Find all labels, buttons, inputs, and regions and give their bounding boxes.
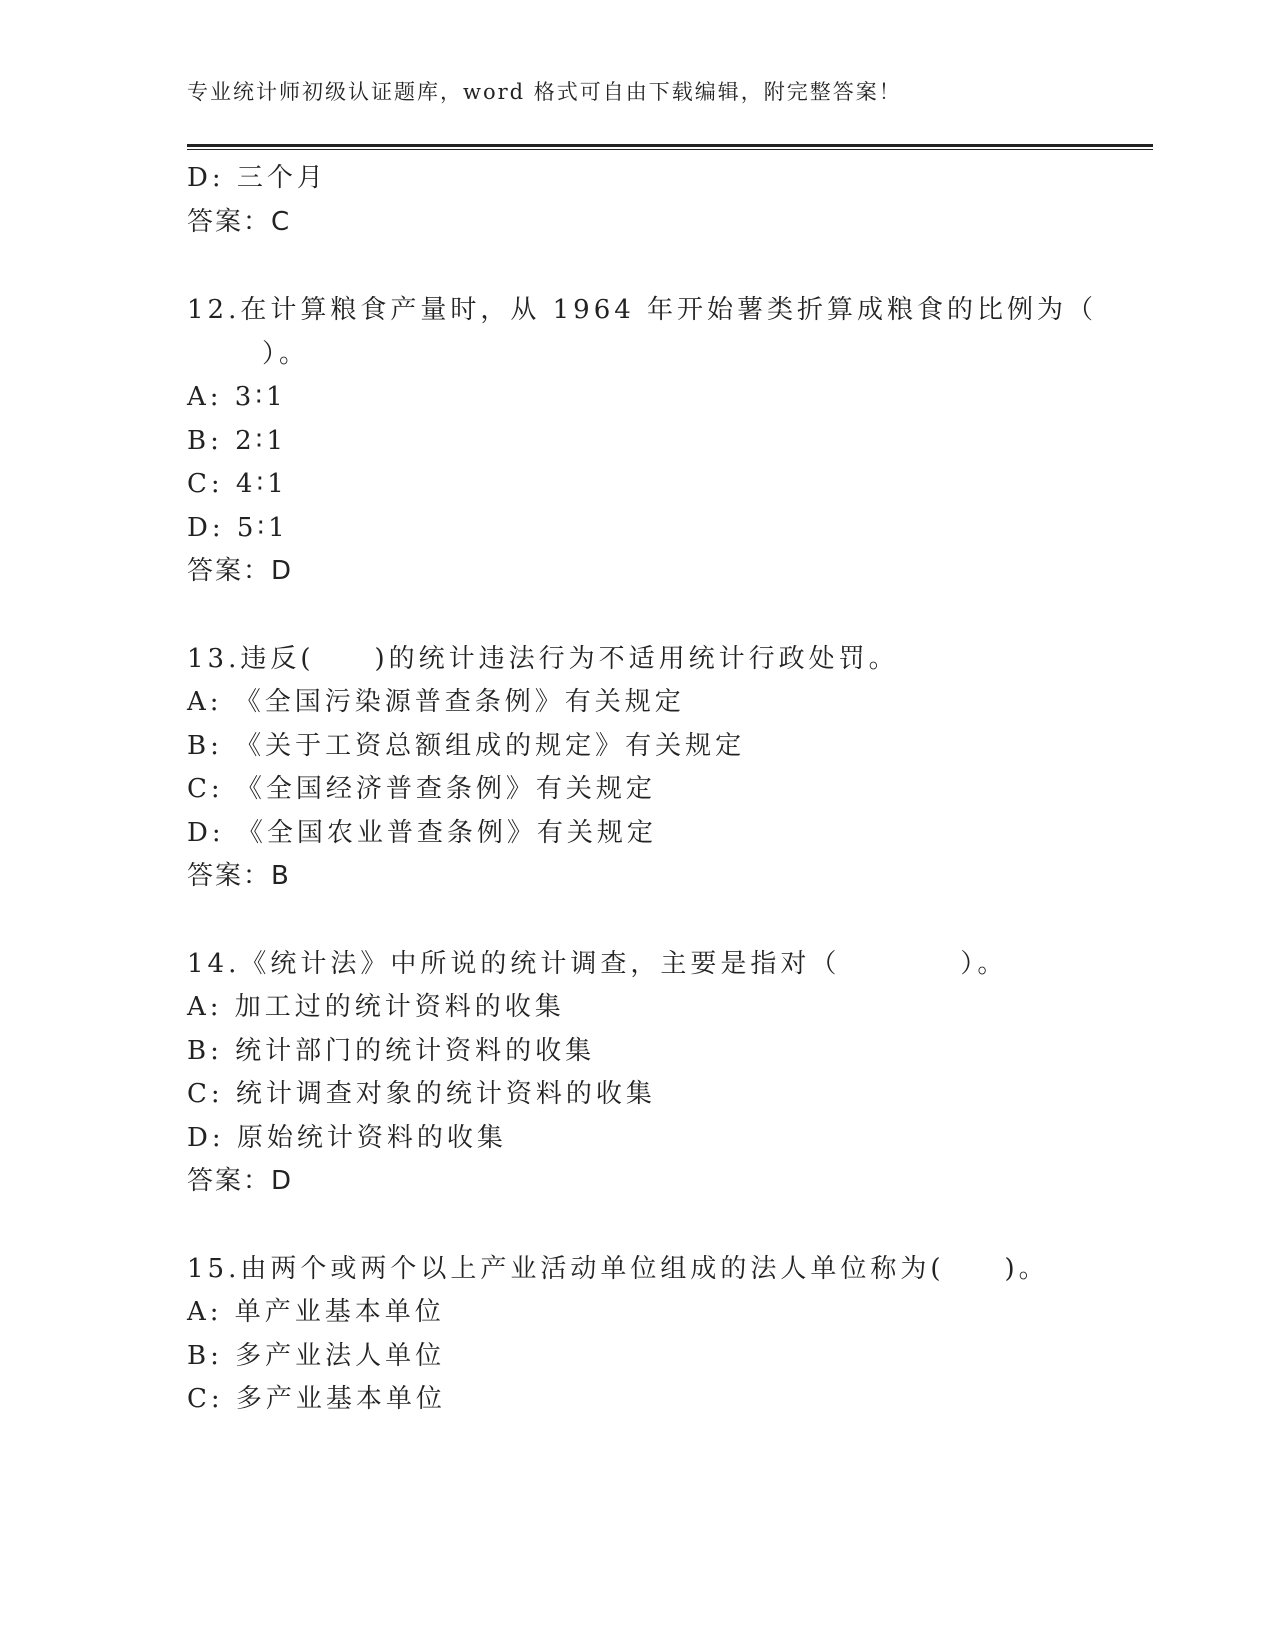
q12-option-c: C: 4∶1 (187, 469, 288, 499)
q15-stem: 15.由两个或两个以上产业活动单位组成的法人单位称为( )。 (187, 1254, 1049, 1284)
q14-answer: 答案：D (187, 1166, 294, 1196)
q12-stem: 12.在计算粮食产量时，从 1964 年开始薯类折算成粮食的比例为（ (187, 295, 1098, 325)
q12-option-a: A: 3∶1 (187, 382, 287, 412)
q12-stem-cont: ）。 (262, 339, 310, 369)
q13-answer: 答案：B (187, 861, 291, 891)
q15-option-b: B: 多产业法人单位 (187, 1341, 446, 1371)
q14-stem: 14.《统计法》中所说的统计调查，主要是指对（ ）。 (187, 949, 1008, 979)
q15-option-c: C: 多产业基本单位 (187, 1384, 446, 1414)
q14-option-a: A: 加工过的统计资料的收集 (187, 992, 565, 1022)
q12-option-b: B: 2∶1 (187, 426, 287, 456)
q13-option-a: A: 《全国污染源普查条例》有关规定 (187, 687, 685, 717)
q12-answer: 答案：D (187, 556, 294, 586)
q14-option-b: B: 统计部门的统计资料的收集 (187, 1036, 596, 1066)
prev-answer: 答案：C (187, 207, 292, 237)
q15-option-a: A: 单产业基本单位 (187, 1297, 445, 1327)
header-rule-thick (187, 144, 1153, 147)
q13-option-c: C: 《全国经济普查条例》有关规定 (187, 774, 656, 804)
page-header: 专业统计师初级认证题库，word 格式可自由下载编辑，附完整答案！ (187, 80, 902, 104)
q14-option-c: C: 统计调查对象的统计资料的收集 (187, 1079, 656, 1109)
q13-option-d: D: 《全国农业普查条例》有关规定 (187, 818, 657, 848)
header-rule-thin (187, 149, 1153, 150)
prev-option-d: D: 三个月 (187, 163, 327, 193)
q12-option-d: D: 5∶1 (187, 513, 289, 543)
q13-stem: 13.违反( )的统计违法行为不适用统计行政处罚。 (187, 644, 899, 674)
q13-option-b: B: 《关于工资总额组成的规定》有关规定 (187, 731, 746, 761)
q14-option-d: D: 原始统计资料的收集 (187, 1123, 507, 1153)
